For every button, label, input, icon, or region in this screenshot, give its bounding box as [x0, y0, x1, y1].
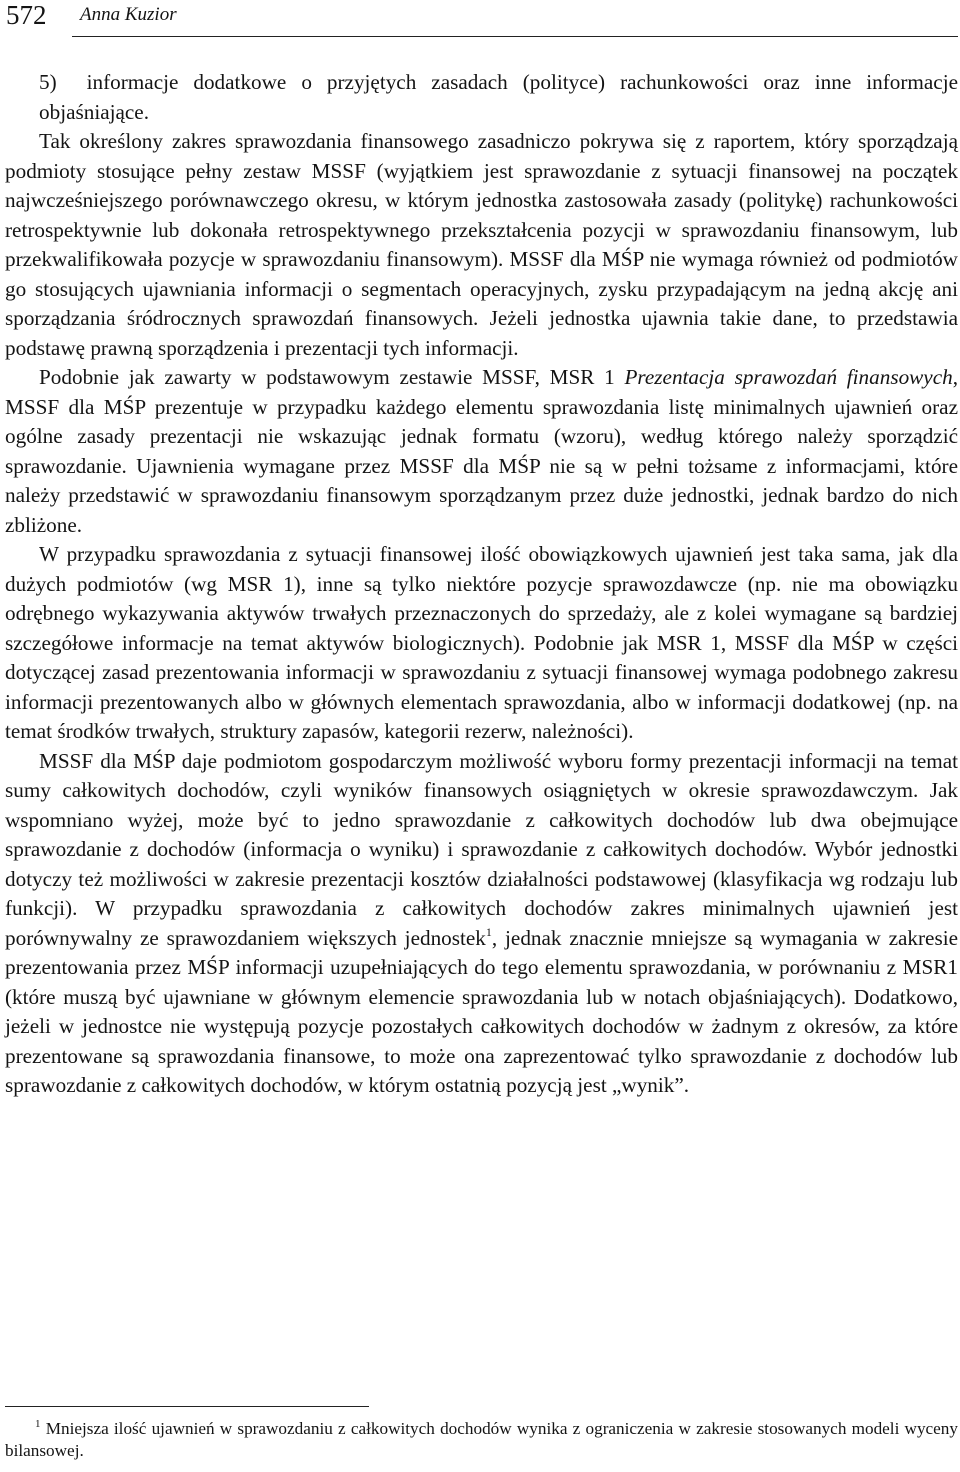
- paragraph-text: , MSSF dla MŚP prezentuje w przypadku każdego elementu sprawozdania listę minimalnych ujawnień oraz ogólne zasady prezentacji nie wskazując jednak formatu (wzoru), według którego należy sporządzić sprawozdanie. Ujawnienia wymagane przez MSSF dla MŚP nie są w pełni tożsame z informacjami, które należy przedstawić w sprawozdaniu finansowym sporządzanym przez duże jednostki, jednak bardzo do nich zbliżone.: [5, 365, 959, 537]
- paragraph: W przypadku sprawozdania z sytuacji finansowej ilość obowiązkowych ujawnień jest taka sama, jak dla dużych podmiotów (wg MSR 1), inne są tylko niektóre pozycje sprawozdawcze (np. nie ma obowiązku odrębnego wykazywania aktywów trwałych przeznaczonych do sprzedaży, ale z kolei wymagane są bardziej szczegółowe informacje na temat aktywów biologicznych). Podobnie jak MSR 1, MSSF dla MŚP w części dotyczącej zasad prezentowania informacji w sprawozdaniu z sytuacji finansowej wymaga podobnego zakresu informacji prezentowanych albo w głównych elementach sprawozdania, albo w informacji dodatkowej (np. na temat środków trwałych, struktury zapasów, kategorii rezerw, należności).: [5, 542, 958, 743]
- header-rule: [72, 36, 958, 37]
- page-number: 572: [6, 0, 47, 30]
- title-italic: Prezentacja sprawozdań finansowych: [624, 365, 953, 389]
- body-text: [5, 68, 958, 1101]
- paragraph-text: MSSF dla MŚP daje podmiotom gospodarczym możliwość wyboru formy prezentacji informacji na temat sumy całkowitych dochodów, czyli wyników finansowych osiągniętych w okresie sprawozdawczym. Jak wspomniano wyżej, może być to jedno sprawozdanie z całkowitych dochodów lub dwa obejmujące sprawozdanie z dochodów (informacja o wyniku) i sprawozdanie z całkowitych dochodów. Wybór jednostki dotyczy też możliwości w zakresie prezentacji kosztów działalności podstawowej (klasyfikacja wg rodzaju lub funkcji). W przypadku sprawozdania z całkowitych dochodów zakres minimalnych ujawnień jest porównywalny ze sprawozdaniem większych jednostek: [5, 748, 958, 950]
- paragraph-text: Podobnie jak zawarty w podstawowym zestawie MSSF, MSR 1: [39, 365, 625, 389]
- page-header: [0, 0, 960, 40]
- paragraph: [5, 363, 958, 540]
- running-head-author: Anna Kuzior: [80, 4, 177, 25]
- footnote: [5, 1418, 958, 1462]
- footnote-marker: 1: [35, 1418, 41, 1430]
- list-item-5: 5) informacje dodatkowe o przyjętych zasadach (polityce) rachunkowości oraz inne informacje objaśniające.: [39, 70, 958, 124]
- footnotes: [5, 1418, 958, 1462]
- footnote-text: Mniejsza ilość ujawnień w sprawozdaniu z całkowitych dochodów wynika z ograniczenia w zakresie stosowanych modeli wyceny bilansowej.: [5, 1419, 958, 1460]
- paragraph: Tak określony zakres sprawozdania finansowego zasadniczo pokrywa się z raportem, który sporządzają podmioty stosujące pełny zestaw MSSF (wyjątkiem jest sprawozdanie z sytuacji finansowej na początek najwcześniejszego porównawczego okresu, w którym jednostka zastosowała zasady (politykę) rachunkowości retrospektywnie lub dokonała retrospektywnego przekształcenia pozycji w sprawozdaniu finansowym, lub przekwalifikowała pozycje w sprawozdaniu finansowym). MSSF dla MŚP nie wymaga również od podmiotów go stosujących ujawniania informacji o segmentach operacyjnych, zysku przypadającym na jedną akcję ani sporządzania śródrocznych sprawozdań finansowych. Jeżeli jednostka ujawnia takie dane, to przedstawia podstawę prawną sporządzenia i prezentacji tych informacji.: [5, 129, 958, 360]
- paragraph: [5, 747, 958, 1101]
- paragraph-text: , jednak znacznie mniejsze są wymagania w zakresie prezentowania przez MŚP informacji uzupełniających do tego elementu sprawozdania, w porównaniu z MSR1 (które muszą być ujawniane w głównym elemencie sprawozdania lub w notach objaśniających). Dodatkowo, jeżeli w jednostce nie występują pozycje pozostałych całkowitych dochodów w żadnym z okresów, za które prezentowane są sprawozdania finansowe, to może ona zaprezentować tylko sprawozdanie z dochodów lub sprawozdanie z całkowitych dochodów, w którym ostatnią pozycją jest „wynik”.: [5, 925, 958, 1097]
- footnote-reference[interactable]: 1: [485, 924, 492, 939]
- footnote-rule: [5, 1406, 369, 1407]
